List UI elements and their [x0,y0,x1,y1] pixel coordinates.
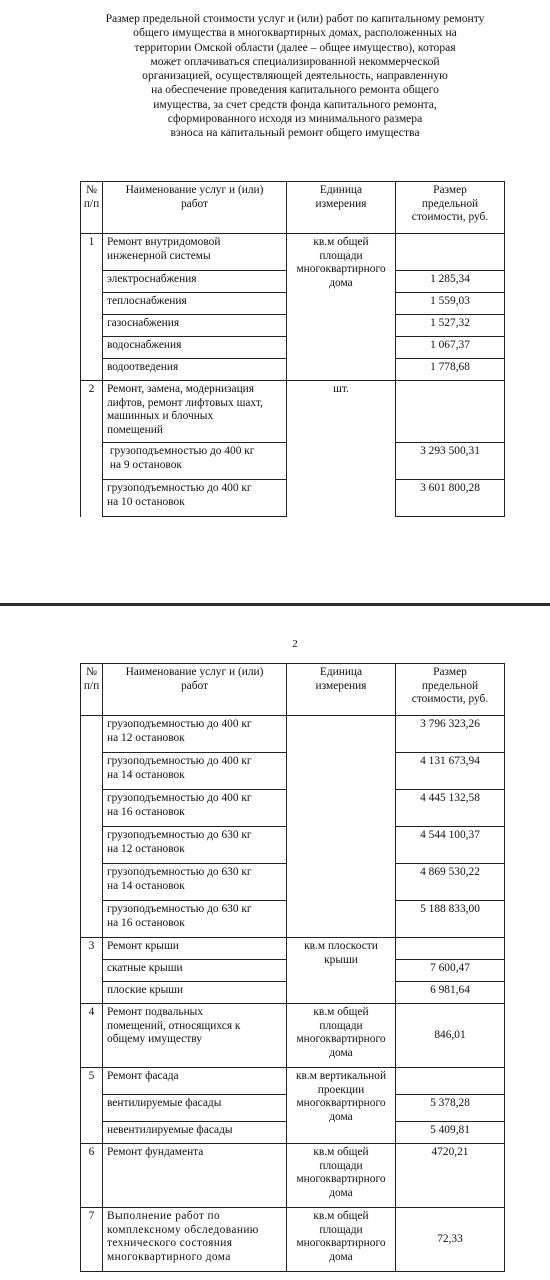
row-unit: кв.м общей площади многоквартирного дома [287,1144,396,1208]
table-row [81,1004,505,1068]
row-name: грузоподъемностью до 630 кг на 14 остановок [103,864,287,901]
row-name: Выполнение работ по комплексному обследованию технического состояния многоквартирного дома [103,1208,287,1272]
row-num: 5 [81,1068,103,1095]
cost-table-page-2 [80,663,505,1272]
row-name: Ремонт крыши [103,938,287,960]
header-unit: Единица измерения [287,664,396,716]
row-num: 6 [81,1144,103,1208]
row-value: 3 293 500,31 [396,443,505,480]
row-unit: шт. [287,381,396,517]
row-value: 1 067,37 [396,337,505,359]
row-value: 1 559,03 [396,293,505,315]
header-num: № п/п [81,182,103,234]
row-value: 3 796 323,26 [396,716,505,753]
header-unit: Единица измерения [287,182,396,234]
row-value: 5 378,28 [396,1095,505,1122]
row-name: скатные крыши [103,960,287,982]
row-value: 1 285,34 [396,271,505,293]
row-name: грузоподъемностью до 630 кг на 16 остановок [103,901,287,938]
header-value: Размер предельной стоимости, руб. [396,182,505,234]
table-row [81,1068,505,1095]
row-value: 3 601 800,28 [396,480,505,517]
row-value: 7 600,47 [396,960,505,982]
table-row [81,234,505,271]
row-name: грузоподъемностью до 630 кг на 12 остановок [103,827,287,864]
row-num: 1 [81,234,103,271]
row-name: Ремонт фасада [103,1068,287,1095]
row-name: водоснабжения [103,337,287,359]
row-name: газоснабжения [103,315,287,337]
row-name: Ремонт внутридомовой инженерной системы [103,234,287,271]
row-num: 3 [81,938,103,960]
row-value: 72,33 [396,1208,505,1272]
row-name: плоские крыши [103,982,287,1004]
row-value: 5 409,81 [396,1122,505,1144]
row-value: 4 131 673,94 [396,753,505,790]
row-value: 1 527,32 [396,315,505,337]
row-unit: кв.м плоскости крыши [287,938,396,1004]
document-page-1 [0,0,550,603]
row-num: 7 [81,1208,103,1272]
header-name: Наименование услуг и (или) работ [103,182,287,234]
table-row [81,938,505,960]
row-name: Ремонт, замена, модернизация лифтов, ремонт лифтовых шахт, машинных и блочных помещений [103,381,287,443]
cost-table-page-1 [80,181,505,517]
row-name: грузоподъемностью до 400 кг на 10 остановок [103,480,287,517]
row-value: 846,01 [396,1004,505,1068]
row-name: водоотведения [103,359,287,381]
row-name: грузоподъемностью до 400 кг на 12 остановок [103,716,287,753]
table-row [81,381,505,443]
row-name: грузоподъемностью до 400 кг на 14 остановок [103,753,287,790]
table-header [81,664,505,716]
row-name: грузоподъемностью до 400 кг на 9 остановок [103,443,287,480]
row-name: Ремонт фундамента [103,1144,287,1208]
row-unit: кв.м вертикальной проекции многоквартирного дома [287,1068,396,1144]
row-value: 6 981,64 [396,982,505,1004]
row-unit: кв.м общей площади многоквартирного дома [287,1004,396,1068]
row-num: 2 [81,381,103,443]
row-value: 4720,21 [396,1144,505,1208]
page-number: 2 [292,638,298,650]
row-name: теплоснабжения [103,293,287,315]
row-value [396,1068,505,1095]
row-name: вентилируемые фасады [103,1095,287,1122]
row-name: невентилируемые фасады [103,1122,287,1144]
header-value: Размер предельной стоимости, руб. [396,664,505,716]
row-value: 4 445 132,58 [396,790,505,827]
row-name: электроснабжения [103,271,287,293]
row-unit: кв.м общей площади многоквартирного дома [287,1208,396,1272]
row-value [396,938,505,960]
row-value: 5 188 833,00 [396,901,505,938]
table-header [81,182,505,234]
row-unit: кв.м общей площади многоквартирного дома [287,234,396,381]
row-value [396,234,505,271]
table-row [81,1208,505,1272]
table-row [81,716,505,753]
row-name: грузоподъемностью до 400 кг на 16 остановок [103,790,287,827]
row-value: 1 778,68 [396,359,505,381]
document-page-2 [0,606,550,1280]
row-num: 4 [81,1004,103,1068]
row-value: 4 869 530,22 [396,864,505,901]
row-value [396,381,505,443]
header-num: № п/п [81,664,103,716]
header-name: Наименование услуг и (или) работ [103,664,287,716]
row-name: Ремонт подвальных помещений, относящихся к общему имуществу [103,1004,287,1068]
document-title: Размер предельной стоимости услуг и (или) работ по капитальному ремонту общего имущества в многоквартирных домах, расположенных на территории Омской области (далее – общее имущество), которая может оплачиваться специализированной некоммерческой организацией, осуществляющей деятельность, направленную на обеспечение проведения капитального ремонта общего имущества, за счет средств фонда капитального ремонта, сформированного исходя из минимального размера взноса на капитальный ремонт общего имущества [105,12,485,140]
table-row [81,1144,505,1208]
row-value: 4 544 100,37 [396,827,505,864]
